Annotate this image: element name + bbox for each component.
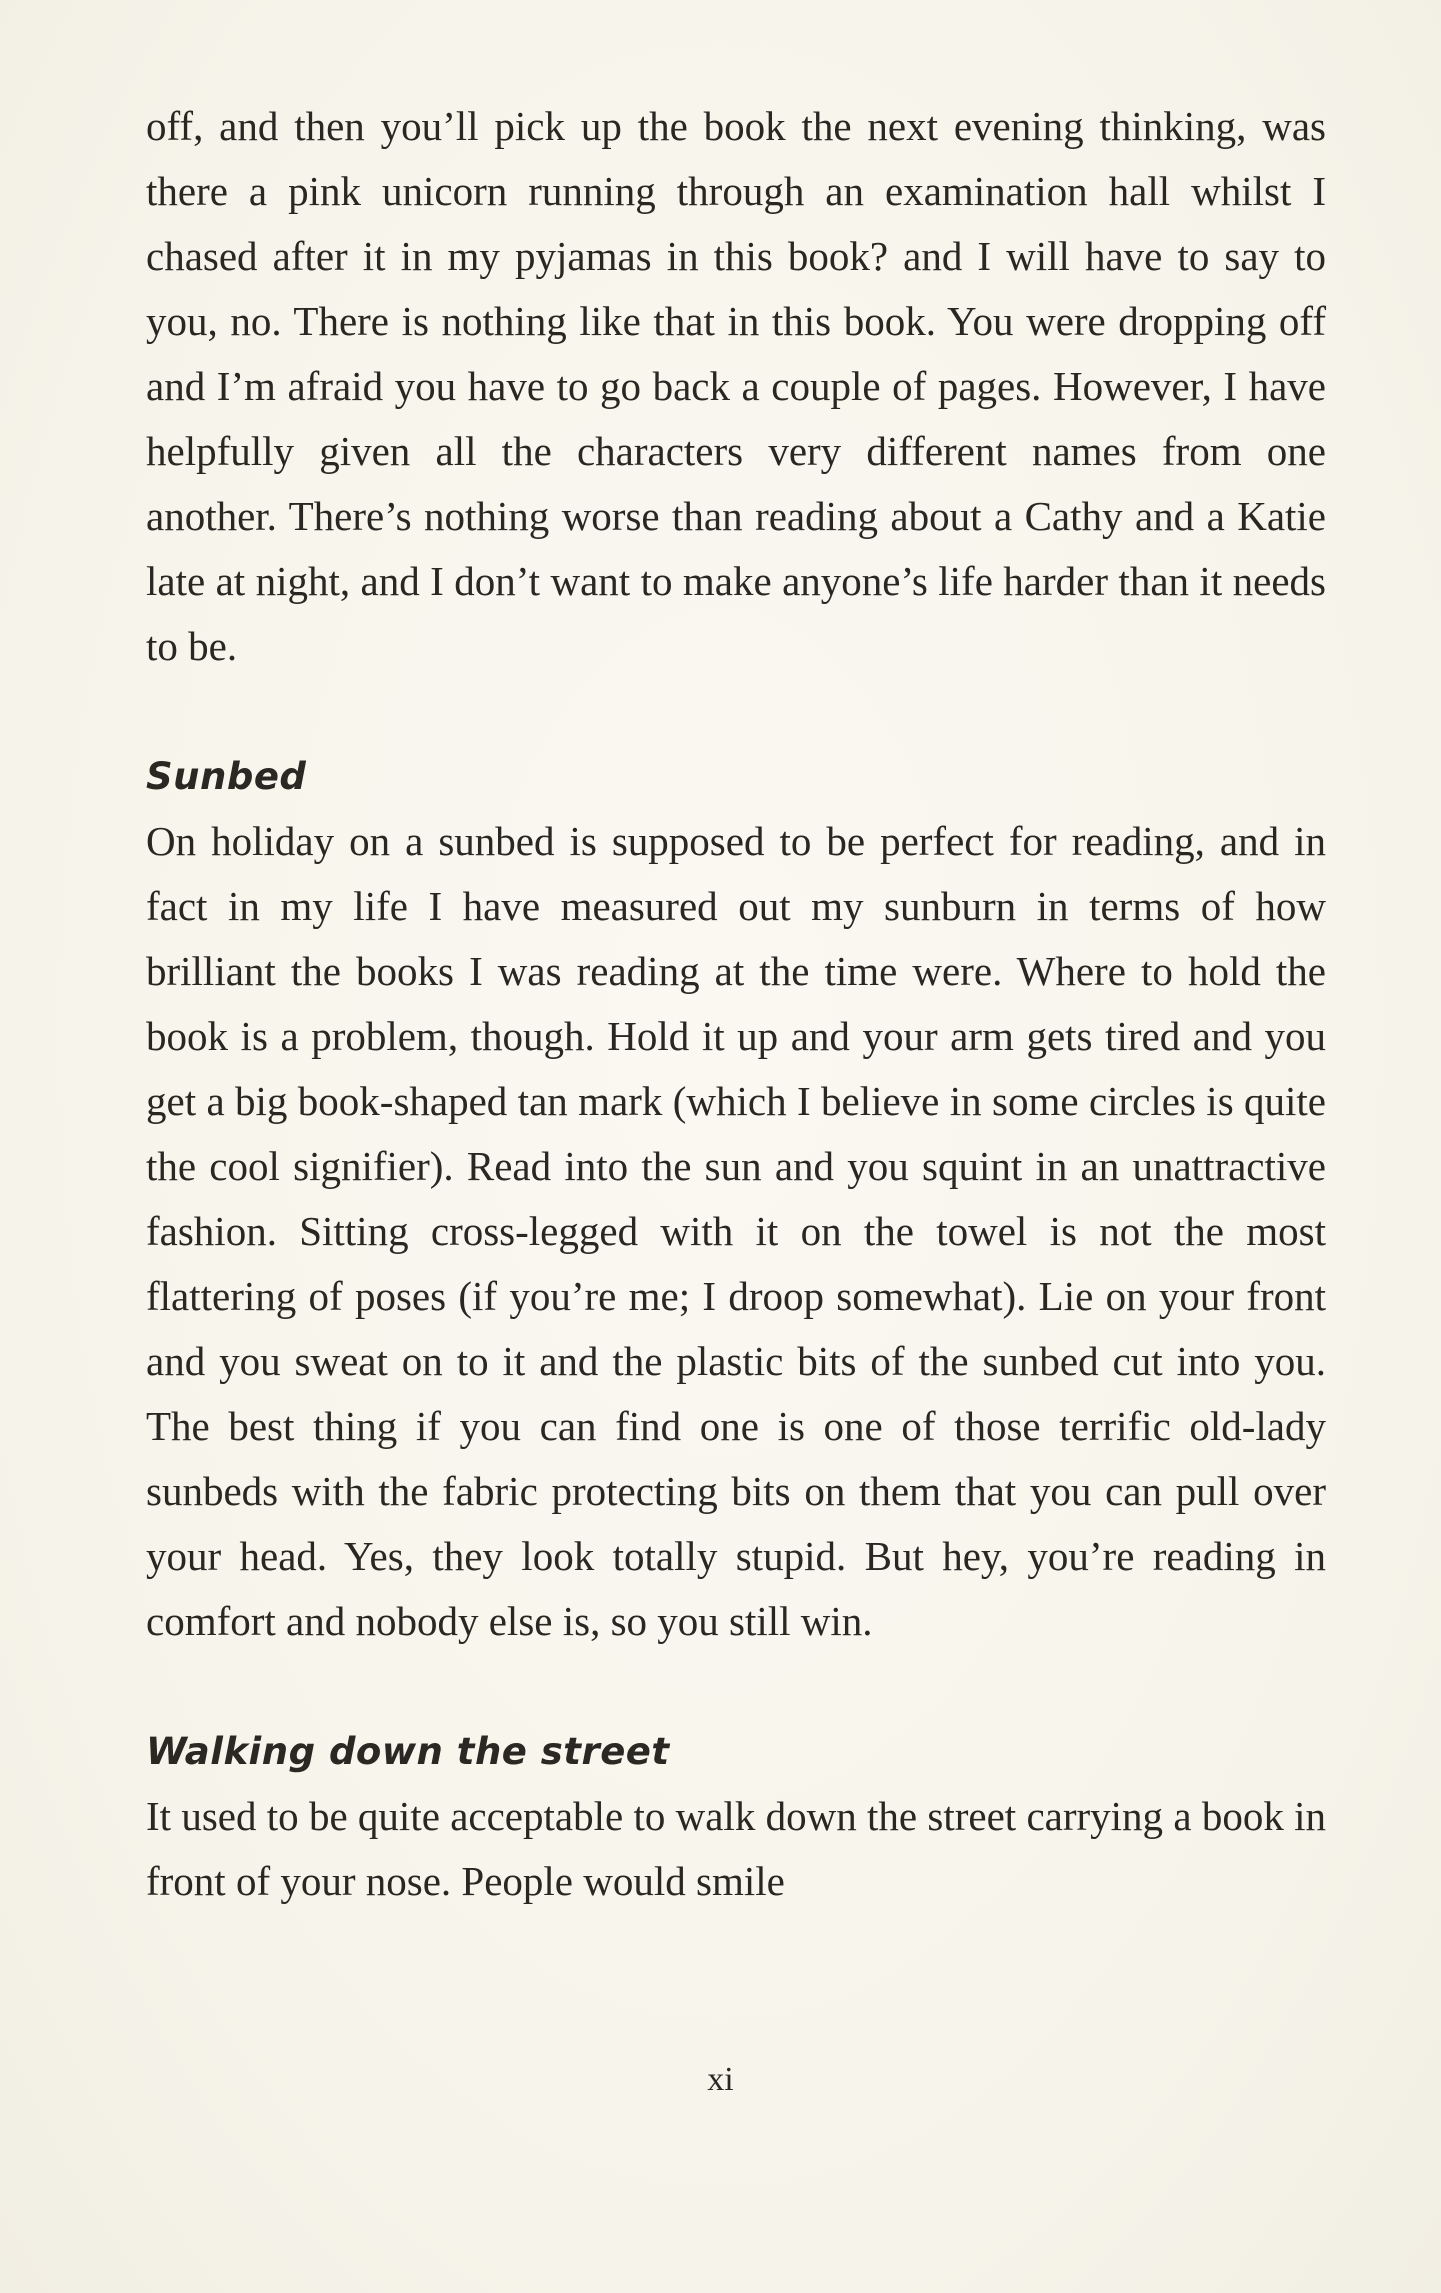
- page-number: xi: [707, 2061, 734, 2098]
- page-body: [146, 94, 1326, 1914]
- walking-paragraph: It used to be quite acceptable to walk down the street carrying a book in front of your nose. People would smile: [146, 1793, 1326, 1904]
- intro-paragraph: off, and then you’ll pick up the book the next evening thinking, was there a pink unicorn running through an examination hall whilst I chased after it in my pyjamas in this book? and I will have to say to you, no. There is nothing like that in this book. You were dropping off and I’m afraid you have to go back a couple of pages. However, I have helpfully given all the characters very different names from one another. There’s nothing worse than reading about a Cathy and a Katie late at night, and I don’t want to make anyone’s life harder than it needs to be.: [146, 103, 1326, 669]
- sunbed-paragraph: On holiday on a sunbed is supposed to be perfect for reading, and in fact in my life I have measured out my sunburn in terms of how brilliant the books I was reading at the time were. Where to hold the book is a problem, though. Hold it up and your arm gets tired and you get a big book-shaped tan mark (which I believe in some circles is quite the cool signifier). Read into the sun and you squint in an unattractive fashion. Sitting cross-legged with it on the towel is not the most flattering of poses (if you’re me; I droop somewhat). Lie on your front and you sweat on to it and the plastic bits of the sunbed cut into you. The best thing if you can find one is one of those terrific old-lady sunbeds with the fabric protecting bits on them that you can pull over your head. Yes, they look totally stupid. But hey, you’re reading in comfort and nobody else is, so you still win.: [146, 818, 1326, 1644]
- section-sunbed: [146, 744, 1326, 1654]
- section-heading-walking: Walking down the street: [146, 1730, 670, 1773]
- section-walking: [146, 1719, 1326, 1914]
- section-heading-sunbed: Sunbed: [146, 755, 307, 798]
